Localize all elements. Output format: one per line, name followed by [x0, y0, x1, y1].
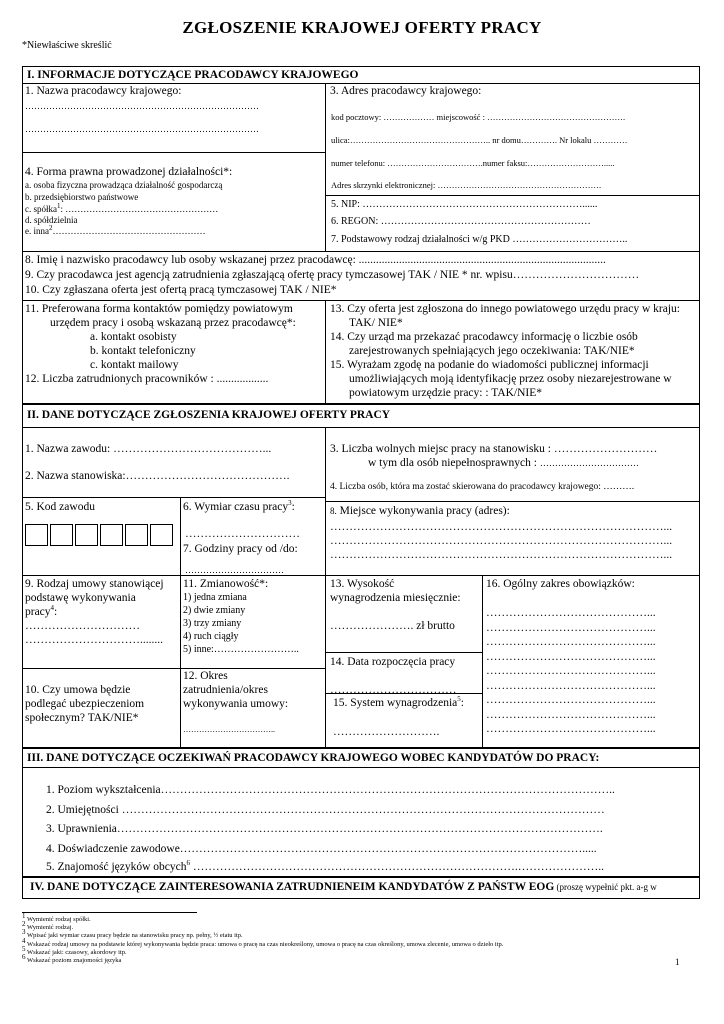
expectation-item[interactable]: 1. Poziom wykształcenia………………………………………………………………………………………………………..	[46, 784, 615, 796]
consent-label-1: 15. Wyrażam zgodę na podanie do wiadomości publicznej informacji	[330, 359, 649, 371]
legal-form-option-d[interactable]: d. spółdzielnia	[25, 215, 78, 225]
page-number: 1	[675, 957, 680, 967]
duties-line[interactable]: ……………………………………...	[486, 650, 656, 663]
temp-offer-field[interactable]: 10. Czy zgłaszana oferta jest ofertą pracą tymczasowej TAK / NIE*	[25, 284, 337, 296]
inform-employer-label: 14. Czy urząd ma przekazać pracodawcy informację o liczbie osób	[330, 331, 638, 343]
salary-label-1: 13. Wysokość	[330, 578, 395, 590]
expectation-item[interactable]: 3. Uprawnienia……………………………………………………………………………………………………………….	[46, 823, 603, 835]
disabled-vacancies-field[interactable]: w tym dla osób niepełnosprawnych : ……………………………	[368, 457, 639, 469]
employer-name-label: 1. Nazwa pracodawcy krajowego:	[25, 85, 182, 97]
duties-line[interactable]: ……………………………………...	[486, 621, 656, 634]
contact-option-c[interactable]: c. kontakt mailowy	[90, 359, 179, 371]
social-insurance-label-1: 10. Czy umowa będzie	[25, 684, 131, 696]
shifts-option-3[interactable]: 3) trzy zmiany	[183, 618, 242, 629]
pkd-field[interactable]: 7. Podstawowy rodzaj działalności w/g PKD ……………………………..	[331, 234, 628, 245]
footnote: $^1$ Wymienić rodzaj spółki.	[22, 912, 91, 924]
legal-form-option-b[interactable]: b. przedsiębiorstwo państwowe	[25, 192, 139, 202]
contact-option-b[interactable]: b. kontakt telefoniczny	[90, 345, 196, 357]
other-office-label: 13. Czy oferta jest zgłoszona do innego powiatowego urzędu pracy w kraju:	[330, 303, 681, 315]
start-date-field[interactable]: ……………………………	[330, 684, 457, 696]
expectation-item-5[interactable]: 5. Znajomość języków obcych$^6$ ………………………………………………………………………….…………………..	[46, 859, 605, 873]
section-3-heading: III. DANE DOTYCZĄCE OCZEKIWAŃ PRACODAWCY KRAJOWEGO WOBEC KANDYDATÓW DO PRACY:	[27, 752, 600, 764]
legal-form-label: 4. Forma prawna prowadzonej działalności*:	[25, 166, 233, 178]
shifts-option-1[interactable]: 1) jedna zmiana	[183, 592, 247, 603]
employment-period-label-3: wykonywania umowy:	[183, 698, 289, 710]
duties-line[interactable]: ……………………………………...	[486, 694, 656, 706]
employer-name-line-2[interactable]: ……………………………………………………………………	[25, 124, 259, 134]
nip-field[interactable]: 5. NIP: …………………………………………………………......	[331, 199, 598, 210]
footnote-divider	[22, 912, 197, 913]
shifts-option-4[interactable]: 4) ruch ciągły	[183, 631, 239, 642]
page-title: ZGŁOSZENIE KRAJOWEJ OFERTY PRACY	[182, 18, 542, 37]
expectation-item[interactable]: 2. Umiejętności ………………………………………………………………………………………………………………	[46, 803, 605, 816]
contract-type-label-2: podstawę wykonywania	[25, 592, 136, 604]
employer-address-label: 3. Adres pracodawcy krajowego:	[330, 85, 482, 97]
footnote: $^2$ Wymienić rodzaj.	[22, 920, 74, 932]
pay-system-label: 15. System wynagrodzenia$^5$:	[333, 695, 464, 709]
section-2-heading: II. DANE DOTYCZĄCE ZGŁOSZENIA KRAJOWEJ OFERTY PRACY	[27, 409, 391, 421]
social-insurance-label-2: podlegać ubezpieczeniom	[25, 698, 145, 710]
contract-type-field-2[interactable]: …………………………........	[25, 634, 163, 646]
email-field[interactable]: Adres skrzynki elektronicznej: ………………………………………………….	[331, 180, 602, 190]
legal-form-option-c[interactable]: c. spółka$^1$: ……………………………………………	[25, 202, 219, 214]
consent-label-2: umożliwiających moją identyfikację przez osoby niezarejestrowane w	[349, 373, 672, 385]
salary-label-2: wynagrodzenia miesięcznie:	[330, 592, 461, 604]
expectation-item[interactable]: 4. Doświadczenie zawodowe…………………………………………………………………………………………….....	[46, 842, 597, 855]
employment-period-field[interactable]: ……………………………..	[183, 725, 275, 734]
workplace-line-1[interactable]: ……………………………………………………………………………...	[330, 521, 673, 533]
footnote: $^6$ Wskazać poziom znajomości języka	[22, 953, 122, 965]
phone-fax-field[interactable]: numer telefonu: …………………………….numer faksu:……………………….....	[331, 158, 615, 168]
working-hours-field[interactable]: ……………………………	[185, 565, 284, 575]
salary-field[interactable]: …………………. zł brutto	[330, 620, 455, 632]
regon-field[interactable]: 6. REGON: ………………………………………………………	[331, 216, 591, 227]
referrals-count-field[interactable]: 4. Liczba osób, która ma zostać skierowana do pracodawcy krajowego: ……….	[330, 482, 635, 492]
start-date-label: 14. Data rozpoczęcia pracy	[330, 656, 456, 668]
footnote: $^3$ Wpisać jaki wymiar czasu pracy będzie na stanowisku pracy np. pełny, ½ etatu itp.	[22, 928, 243, 940]
temp-agency-field[interactable]: 9. Czy pracodawca jest agencją zatrudnienia zgłaszającą ofertę pracy tymczasowej TAK / NIE * nr. wpisu……………………………	[25, 269, 640, 281]
duties-line[interactable]: ……………………………………...	[486, 607, 656, 619]
legal-form-option-a[interactable]: a. osoba fizyczna prowadząca działalność gospodarczą	[25, 180, 223, 190]
legal-form-option-e[interactable]: e. inna$^2$……………………………………………	[25, 224, 206, 236]
occupation-code-cell-5[interactable]	[125, 524, 148, 546]
workplace-line-2[interactable]: ……………………………………………………………………………...	[330, 535, 673, 547]
employee-count-field[interactable]: 12. Liczba zatrudnionych pracowników : ..................	[25, 373, 269, 385]
contact-form-label-2: urzędem pracy i osobą wskazaną przez pracodawcę*:	[50, 317, 296, 329]
shifts-label: 11. Zmianowość*:	[183, 578, 269, 590]
employer-name-line-1[interactable]: ……………………………………………………………………	[25, 101, 259, 111]
footnote: $^4$ Wskazać rodzaj umowy na podstawie której wykonywania będzie praca: umowa o pracę na czas nieokreślony, umowa o pracę na czas określony, umowa zlecenie, umowa o dzieło itp.	[22, 936, 504, 948]
vacancies-field[interactable]: 3. Liczba wolnych miejsc pracy na stanowisku : ………………………	[330, 443, 658, 455]
footnote: $^5$ Wskazać jaki: czasowy, akordowy itp.	[22, 944, 127, 956]
working-time-label: 6. Wymiar czasu pracy$^3$:	[183, 499, 295, 513]
contract-type-label-3: pracy$^4$:	[25, 604, 58, 618]
duties-line[interactable]: ……………………………………...	[486, 665, 656, 677]
shifts-option-5[interactable]: 5) inne:……………………..	[183, 644, 299, 655]
duties-label: 16. Ogólny zakres obowiązków:	[486, 578, 635, 590]
workplace-label: 8. Miejsce wykonywania pracy (adres):	[330, 505, 510, 517]
occupation-code-cell-3[interactable]	[75, 524, 98, 546]
occupation-code-cell-2[interactable]	[50, 524, 73, 546]
working-hours-label: 7. Godziny pracy od /do:	[183, 543, 298, 555]
inform-employer-choice[interactable]: zarejestrowanych spełniających jego oczekiwania: TAK/NIE*	[349, 345, 635, 357]
section-4-heading: IV. DANE DOTYCZĄCE ZAINTERESOWANIA ZATRUDNIENEIM KANDYDATÓW Z PAŃSTW EOG (proszę wypełnić pkt. a-g w	[30, 881, 657, 893]
other-office-choice[interactable]: TAK/ NIE*	[349, 317, 403, 329]
contact-option-a[interactable]: a. kontakt osobisty	[90, 331, 177, 343]
profession-name-field[interactable]: 1. Nazwa zawodu: …………………………………...	[25, 443, 272, 455]
duties-line[interactable]: ……………………………………...	[486, 679, 656, 692]
contract-type-field-1[interactable]: …………………………	[25, 620, 140, 632]
section-1-heading: I. INFORMACJE DOTYCZĄCE PRACODAWCY KRAJOWEGO	[27, 69, 359, 81]
employment-period-label-2: zatrudnienia/okres	[183, 684, 268, 696]
street-field[interactable]: ulica:………………………………………….. nr domu…………. Nr lokalu …………	[331, 135, 628, 145]
contact-form-label-1: 11. Preferowana forma kontaktów pomiędzy powiatowym	[25, 303, 293, 315]
contract-type-label-1: 9. Rodzaj umowy stanowiącej	[25, 578, 164, 590]
position-name-field[interactable]: 2. Nazwa stanowiska:…………………………………….	[25, 470, 290, 482]
occupation-code-label: 5. Kod zawodu	[25, 501, 95, 513]
shifts-option-2[interactable]: 2) dwie zmiany	[183, 605, 246, 616]
duties-line[interactable]: ……………………………………...	[486, 723, 656, 735]
contact-person-field[interactable]: 8. Imię i nazwisko pracodawcy lub osoby wskazanej przez pracodawcę: ......................................................................................	[25, 254, 606, 266]
postal-code-field[interactable]: kod pocztowy: ……………… miejscowość : ………………………………………….	[331, 112, 626, 122]
occupation-code-cell-4[interactable]	[100, 524, 123, 546]
pay-system-field[interactable]: ……………………….	[333, 726, 440, 738]
strike-note: *Niewłaściwe skreślić	[22, 40, 112, 51]
working-time-field[interactable]: …………………………	[185, 528, 300, 540]
occupation-code-cell-6[interactable]	[150, 524, 173, 546]
employment-period-label-1: 12. Okres	[183, 670, 228, 682]
duties-line[interactable]: ……………………………………...	[486, 708, 656, 721]
consent-choice[interactable]: powiatowym urzędzie pracy: : TAK/NIE*	[349, 387, 543, 399]
social-insurance-choice[interactable]: społecznym? TAK/NIE*	[25, 712, 139, 724]
occupation-code-cell-1[interactable]	[25, 524, 48, 546]
workplace-line-3[interactable]: ……………………………………………………………………………...	[330, 549, 673, 561]
duties-line[interactable]: ……………………………………...	[486, 636, 656, 648]
